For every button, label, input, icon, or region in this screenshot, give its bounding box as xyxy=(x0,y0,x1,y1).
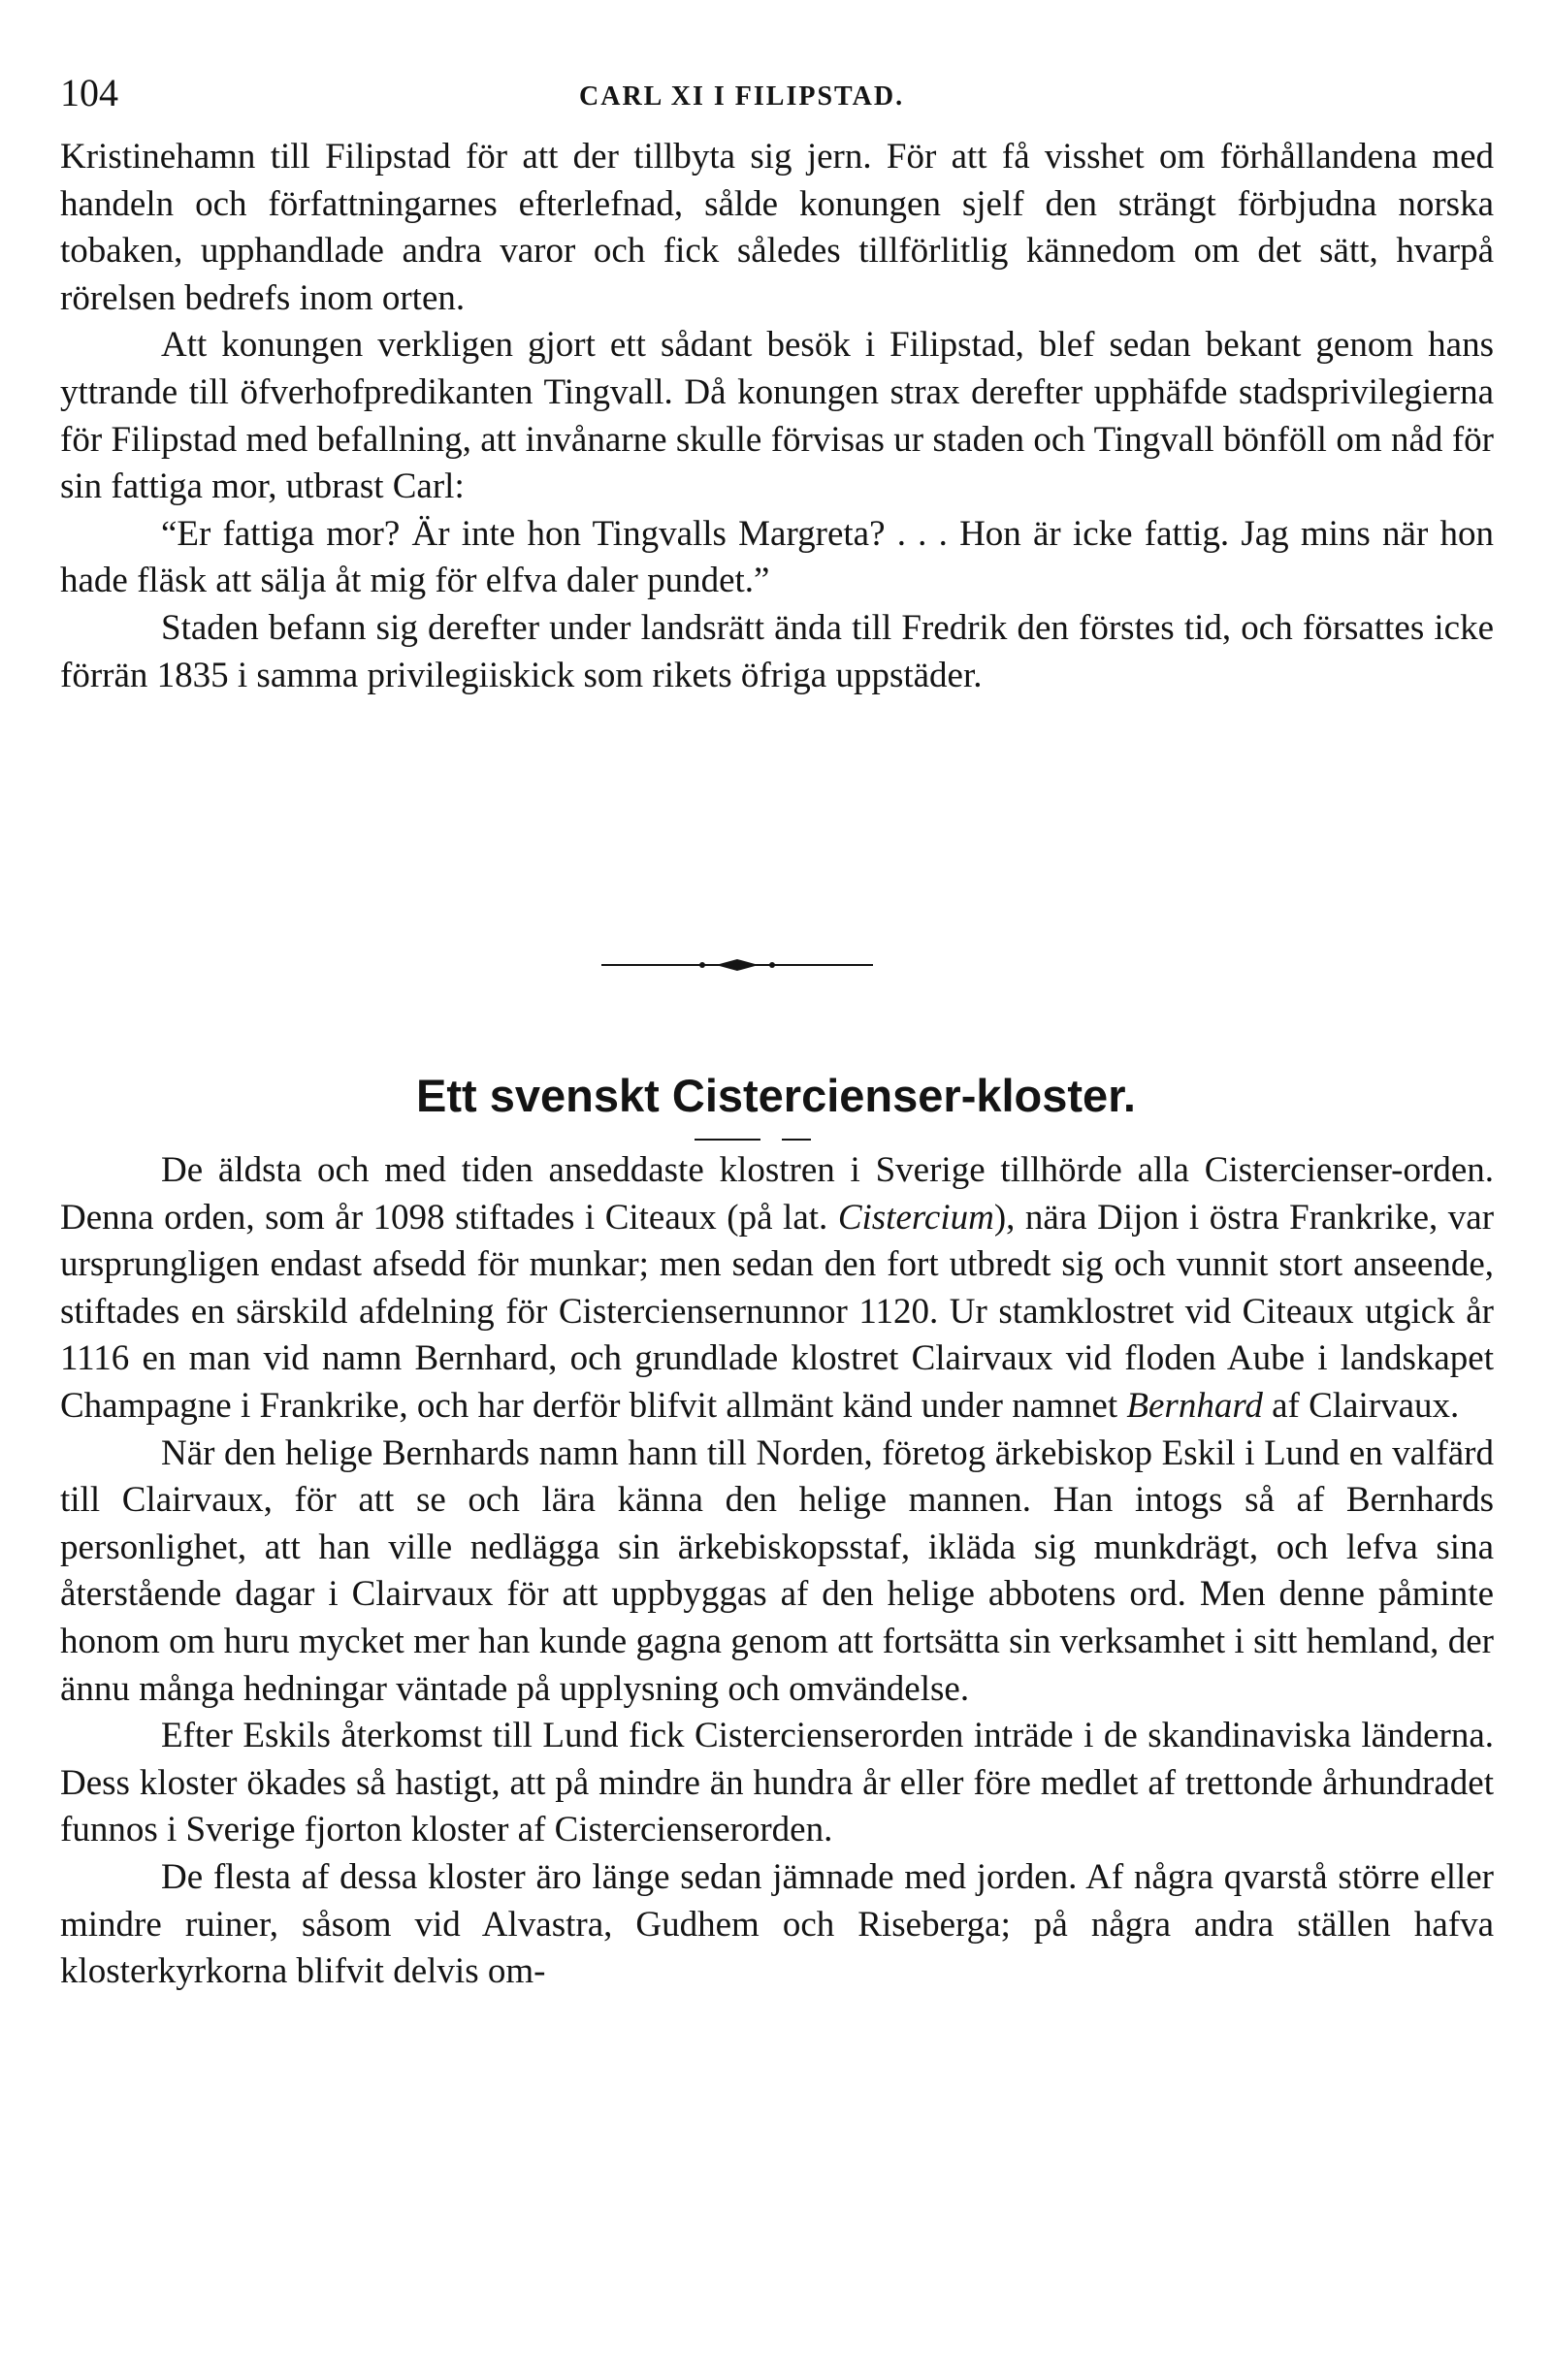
italic-term: Cistercium xyxy=(837,1197,994,1238)
paragraph: Staden befann sig derefter under landsrätt ända till Fredrik den förstes tid, och försattes icke förrän 1835 i samma privilegiiskick som rikets öfriga uppstäder. xyxy=(60,607,1494,695)
paragraph-quote: “Er fattiga mor? Är inte hon Tingvalls Margreta? . . . Hon är icke fattig. Jag mins när hon hade fläsk att sälja åt mig för elfva daler pundet.” xyxy=(60,513,1494,601)
paragraph-text: De äldsta och med tiden anseddaste klostren i Sverige tillhörde alla Cistercienser-orden. Denna orden, som år 1098 stiftades i Citeaux (på lat. xyxy=(60,1150,1494,1238)
section-carl-xi-text xyxy=(60,134,1494,699)
section-divider-ornament xyxy=(601,950,873,980)
paragraph-text: ), nära Dijon i östra Frankrike, var ursprungligen endast afsedd för munkar; men sedan den fort utbredt sig och vunnit stort anseende, stiftades en särskild afdelning för Cisterciensernunnor 1120. Ur stamklostret vid Citeaux utgick år 1116 en man vid namn Bernhard, och grundlade klostret Clairvaux vid floden Aube i landskapet Champagne i Frankrike, och har derför blifvit allmänt känd under namnet xyxy=(60,1197,1495,1426)
page-number: 104 xyxy=(60,71,118,114)
running-title: CARL XI I FILIPSTAD. xyxy=(579,81,905,112)
italic-term: Bernhard xyxy=(1126,1385,1263,1426)
paragraph xyxy=(60,1147,1494,1431)
section-cistercian-text xyxy=(60,1147,1494,1996)
title-underline xyxy=(695,1137,811,1142)
section-title: Ett svenskt Cistercienser-kloster. xyxy=(416,1070,1136,1121)
paragraph-text: af Clairvaux. xyxy=(1272,1385,1460,1426)
paragraph: Efter Eskils återkomst till Lund fick Cistercienserorden inträde i de skandinaviska länderna. Dess kloster ökades så hastigt, att på mindre än hundra år eller före medlet af trettonde århundradet funnos i Sverige fjorton kloster af Cistercienserorden. xyxy=(60,1716,1494,1850)
paragraph: Kristinehamn till Filipstad för att der tillbyta sig jern. För att få visshet om förhållandena med handeln och författningarnes efterlefnad, sålde konungen sjelf den strängt förbjudna norska tobaken, upphandlade andra varor och fick således tillförlitlig kännedom om det sätt, hvarpå rörelsen bedrefs inom orten. xyxy=(60,137,1494,318)
paragraph: När den helige Bernhards namn hann till Norden, företog ärkebiskop Eskil i Lund en valfärd till Clairvaux, för att se och lära känna den helige mannen. Han intogs så af Bernhards personlighet, att han ville nedlägga sin ärkebiskopsstaf, ikläda sig munkdrägt, och lefva sina återstående dagar i Clairvaux för att uppbyggas af den helige abbotens ord. Men denne påminte honom om huru mycket mer han kunde gagna genom att fortsätta sin verksamhet i sitt hemland, der ännu många hedningar väntade på upplysning och omvändelse. xyxy=(60,1432,1494,1709)
paragraph: De flesta af dessa kloster äro länge sedan jämnade med jorden. Af några qvarstå större eller mindre ruiner, såsom vid Alvastra, Gudhem och Riseberga; på några andra ställen hafva klosterkyrkorna blifvit delvis om- xyxy=(60,1856,1494,1992)
paragraph: Att konungen verkligen gjort ett sådant besök i Filipstad, blef sedan bekant genom hans yttrande till öfverhofpredikanten Tingvall. Då konungen strax derefter upphäfde stadsprivilegierna för Filipstad med befallning, att invånarne skulle förvisas ur staden och Tingvall bönföll om nåd för sin fattiga mor, utbrast Carl: xyxy=(60,325,1494,507)
page-header xyxy=(60,64,1494,122)
